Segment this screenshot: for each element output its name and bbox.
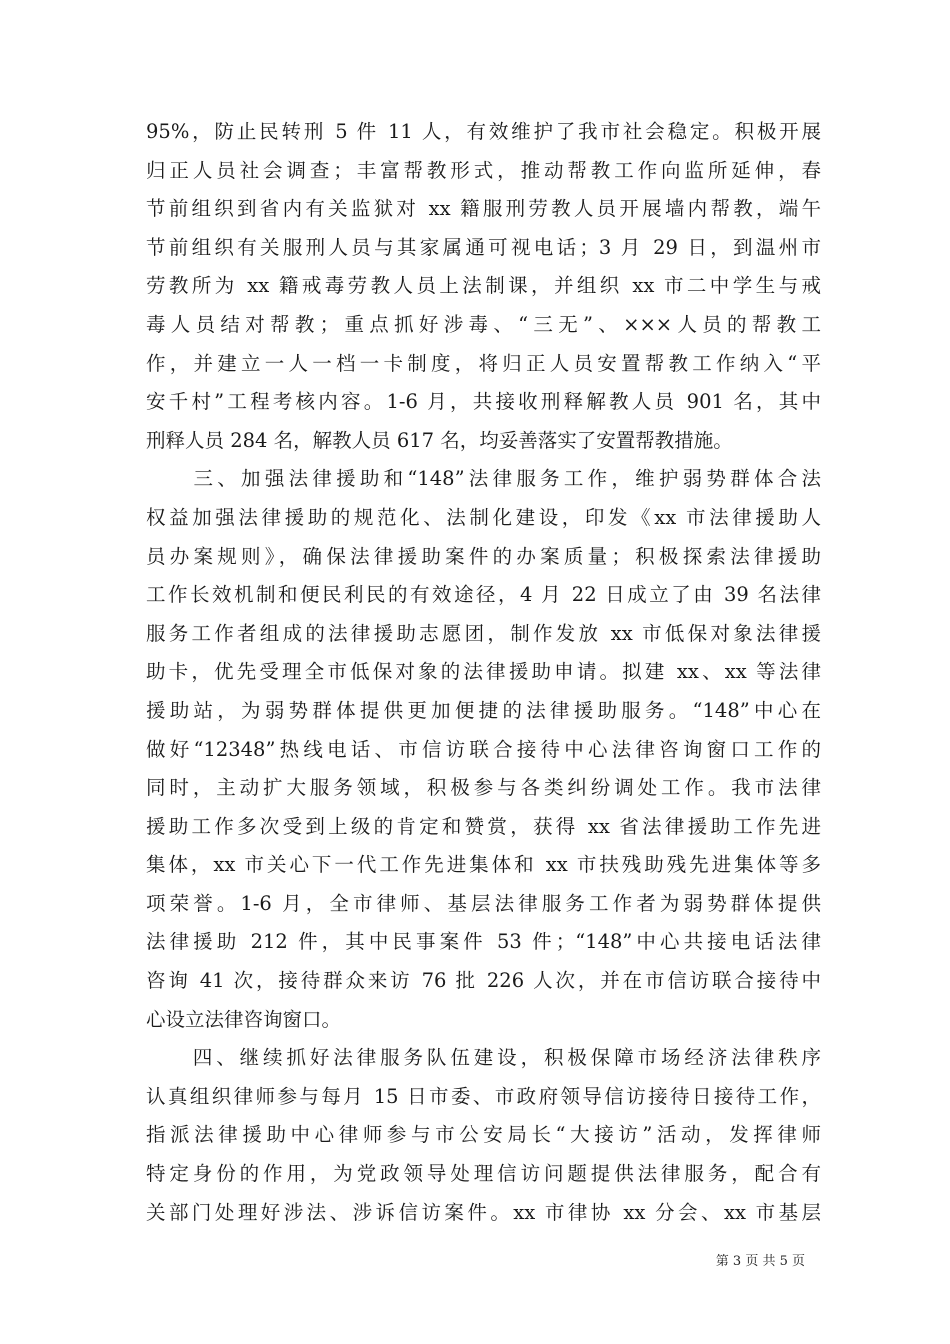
text-line: 同时，主动扩大服务领域，积极参与各类纠纷调处工作。我市法律 (146, 776, 821, 800)
text-line: 员办案规则》，确保法律援助案件的办案质量；积极探索法律援助 (146, 544, 821, 568)
text-line: 援助工作多次受到上级的肯定和赞赏，获得 xx 省法律援助工作先进 (146, 814, 821, 838)
text-line: 服务工作者组成的法律援助志愿团，制作发放 xx 市低保对象法律援 (146, 621, 821, 645)
text-line: 刑释人员 284 名，解教人员 617 名，均妥善落实了安置帮教措施。 (146, 428, 733, 452)
paragraph-1 (146, 113, 821, 460)
paragraph-3 (146, 1039, 821, 1232)
text-line: 集体，xx 市关心下一代工作先进集体和 xx 市扶残助残先进集体等多 (146, 853, 821, 877)
text-line: 95%，防止民转刑 5 件 11 人，有效维护了我市社会稳定。积极开展 (146, 120, 821, 143)
text-line: 归正人员社会调查；丰富帮教形式，推动帮教工作向监所延伸，春 (146, 158, 821, 182)
text-line: 劳教所为 xx 籍戒毒劳教人员上法制课，并组织 xx 市二中学生与戒 (146, 274, 821, 298)
text-line: 节前组织到省内有关监狱对 xx 籍服刑劳教人员开展墙内帮教，端午 (146, 197, 821, 221)
text-line: 四、继续抓好法律服务队伍建设，积极保障市场经济法律秩序 (146, 1046, 821, 1070)
text-line: 心设立法律咨询窗口。 (146, 1007, 342, 1031)
text-line: 特定身份的作用，为党政领导处理信访问题提供法律服务，配合有 (146, 1162, 821, 1186)
page-number-footer: 第 3 页 共 5 页 (715, 1254, 805, 1269)
text-line: 做好“12348”热线电话、市信访联合接待中心法律咨询窗口工作的 (146, 737, 821, 761)
text-line: 工作长效机制和便民利民的有效途径，4 月 22 日成立了由 39 名法律 (146, 583, 821, 607)
text-line: 权益加强法律援助的规范化、法制化建设，印发《xx 市法律援助人 (146, 505, 821, 529)
text-line: 三、加强法律援助和“148”法律服务工作，维护弱势群体合法 (146, 467, 821, 491)
text-line: 咨询 41 次，接待群众来访 76 批 226 人次，并在市信访联合接待中 (146, 969, 821, 993)
text-line: 作，并建立一人一档一卡制度，将归正人员安置帮教工作纳入“平 (146, 351, 821, 375)
text-line: 项荣誉。1-6 月，全市律师、基层法律服务工作者为弱势群体提供 (146, 891, 821, 915)
text-line: 关部门处理好涉法、涉诉信访案件。xx 市律协 xx 分会、xx 市基层 (146, 1200, 821, 1224)
text-line: 毒人员结对帮教；重点抓好涉毒、“三无”、×××人员的帮教工 (146, 312, 821, 336)
text-line: 节前组织有关服刑人员与其家属通可视电话；3 月 29 日，到温州市 (146, 235, 821, 259)
text-line: 认真组织律师参与每月 15 日市委、市政府领导信访接待日接待工作， (146, 1084, 821, 1108)
text-line: 指派法律援助中心律师参与市公安局长“大接访”活动，发挥律师 (146, 1123, 821, 1147)
text-line: 援助站，为弱势群体提供更加便捷的法律援助服务。“148”中心在 (146, 698, 821, 722)
document-body (146, 113, 821, 1232)
text-line: 助卡，优先受理全市低保对象的法律援助申请。拟建 xx、xx 等法律 (146, 660, 821, 684)
paragraph-2 (146, 460, 821, 1039)
text-line: 安千村”工程考核内容。1-6 月，共接收刑释解教人员 901 名，其中 (146, 390, 821, 414)
text-line: 法律援助 212 件，其中民事案件 53 件；“148”中心共接电话法律 (146, 930, 821, 954)
